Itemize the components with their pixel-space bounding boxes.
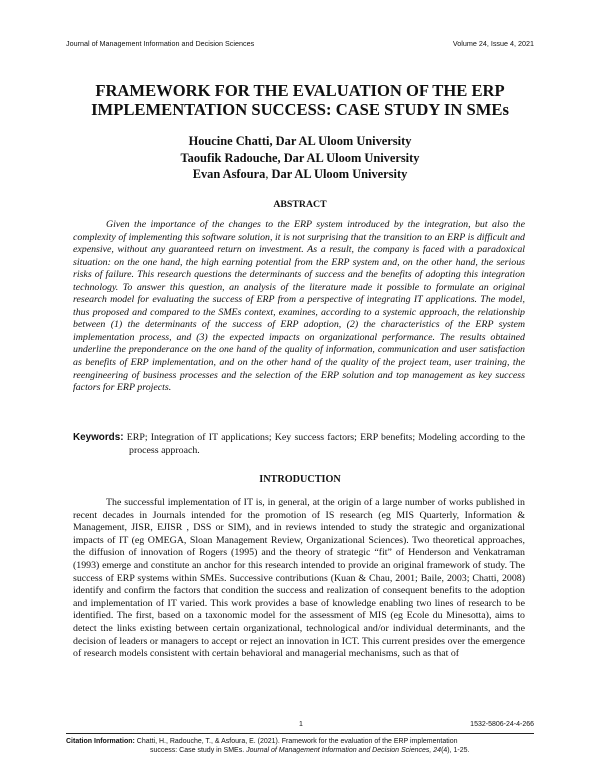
keywords-text: ERP; Integration of IT applications; Key success factors; ERP benefits; Modeling according to the process approach.	[126, 432, 525, 456]
introduction-heading: INTRODUCTION	[259, 474, 341, 485]
author-affiliation: Dar AL Uloom University	[271, 167, 408, 181]
author-name: Evan Asfoura	[192, 167, 266, 181]
journal-name: Journal of Management Information and Decision Sciences	[66, 39, 255, 48]
author-name: Taoufik Radouche	[180, 150, 278, 165]
citation-journal: Journal of Management Information and Decision Sciences, 24	[246, 747, 442, 755]
paper-title	[50, 81, 550, 119]
author-separator: ,	[269, 134, 276, 148]
author-2	[50, 150, 550, 167]
title-line-2: IMPLEMENTATION SUCCESS: CASE STUDY IN SMEs	[91, 100, 509, 119]
author-3	[50, 166, 550, 183]
introduction-text: The successful implementation of IT is, in general, at the origin of a large number of works published in recent decades in Journals intended for the promotion of IS research (eg MIS Quarterly, Information & Management, JISR, EJISR , DSS or SIM), and in reviews intended to study the strategic and organizational impacts of IT (eg OMEGA, Sloan Management Review, Organizational Sciences). Two theoretical approaches, the diffusion of innovation of Rogers (1995) and the theory of strategic “fit” of Henderson and Venkatraman (1993) emerge and constitute an anchor for this research intended to provide an original framework of study. The success of ERP systems within SMEs. Successive contributions (Kuan & Chau, 2001; Baile, 2003; Chatti, 2008) identify and confirm the factors that condition the success and realization of consequent benefits to the adoption and implementation of IT varied. This work provides a base of knowledge enabling two lines of research to be identified. The first, based on a taxonomic model for the assessment of MIS (eg Ecole du Minesotta), aims to detect the links existing between certain organizational, technological and/or individual determinants, and the decision of leaders or managers to accept or reject an innovation in ICT. This current presides over the emergence of research models consistent with certain behavioral and managerial mechanisms, such as that of	[73, 497, 525, 660]
volume-issue: Volume 24, Issue 4, 2021	[452, 39, 534, 48]
author-affiliation: Dar AL Uloom University	[283, 150, 420, 165]
author-1	[50, 133, 550, 150]
author-name: Houcine Chatti	[188, 134, 270, 148]
author-affiliation: Dar AL Uloom University	[275, 134, 412, 148]
keywords-label: Keywords:	[73, 432, 124, 443]
author-separator: ,	[265, 167, 272, 181]
citation-label: Citation Information:	[66, 738, 135, 745]
keywords	[73, 432, 525, 457]
citation-issue: (4), 1-25.	[441, 747, 470, 755]
abstract-text: Given the importance of the changes to the ERP system introduced by the integration, but also the complexity of implementing this software solution, it is not surprising that the transition to an ERP is difficult and expensive, without any guaranteed return on investment. As a result, the company is faced with a paradoxical situation: on the one hand, the high earning potential from the ERP system and, on the other hand, the serious risks of failure. This research questions the determinants of success and the benefits of adopting this integration technology. To answer this question, an analysis of the literature made it possible to formulate an original research model for evaluating the success of ERP from a perspective of integrating IT applications. The model, thus proposed and compared to the SMEs context, examines, according to a systemic approach, the relationship between (1) the determinants of the success of ERP adoption, (2) the characteristics of the ERP system implementation process, and (3) the expected impacts on organizational performance. The results obtained underline the preponderance on the one hand of the quality of information, communication and user satisfaction as benefits of ERP implementation, and on the other hand of the quality of the project team, user training, the reengineering of business processes and the selection of the ERP solution and top management as key success factors for ERP projects.	[73, 219, 525, 394]
citation-title-end: success: Case study in SMEs.	[150, 747, 245, 755]
citation-information	[66, 737, 536, 756]
footer-divider	[66, 733, 534, 734]
article-code: 1532-5806-24-4-266	[470, 721, 534, 728]
citation-continuation	[66, 746, 536, 755]
abstract-heading: ABSTRACT	[273, 199, 327, 210]
citation-text: Chatti, H., Radouche, T., & Asfoura, E. (2021). Framework for the evaluation of the ERP implementation	[136, 738, 458, 745]
page-number: 1	[299, 721, 303, 728]
running-header	[66, 39, 534, 48]
author-list	[50, 133, 550, 183]
author-separator: ,	[277, 150, 284, 165]
title-line-1: FRAMEWORK FOR THE EVALUATION OF THE ERP	[95, 81, 505, 100]
